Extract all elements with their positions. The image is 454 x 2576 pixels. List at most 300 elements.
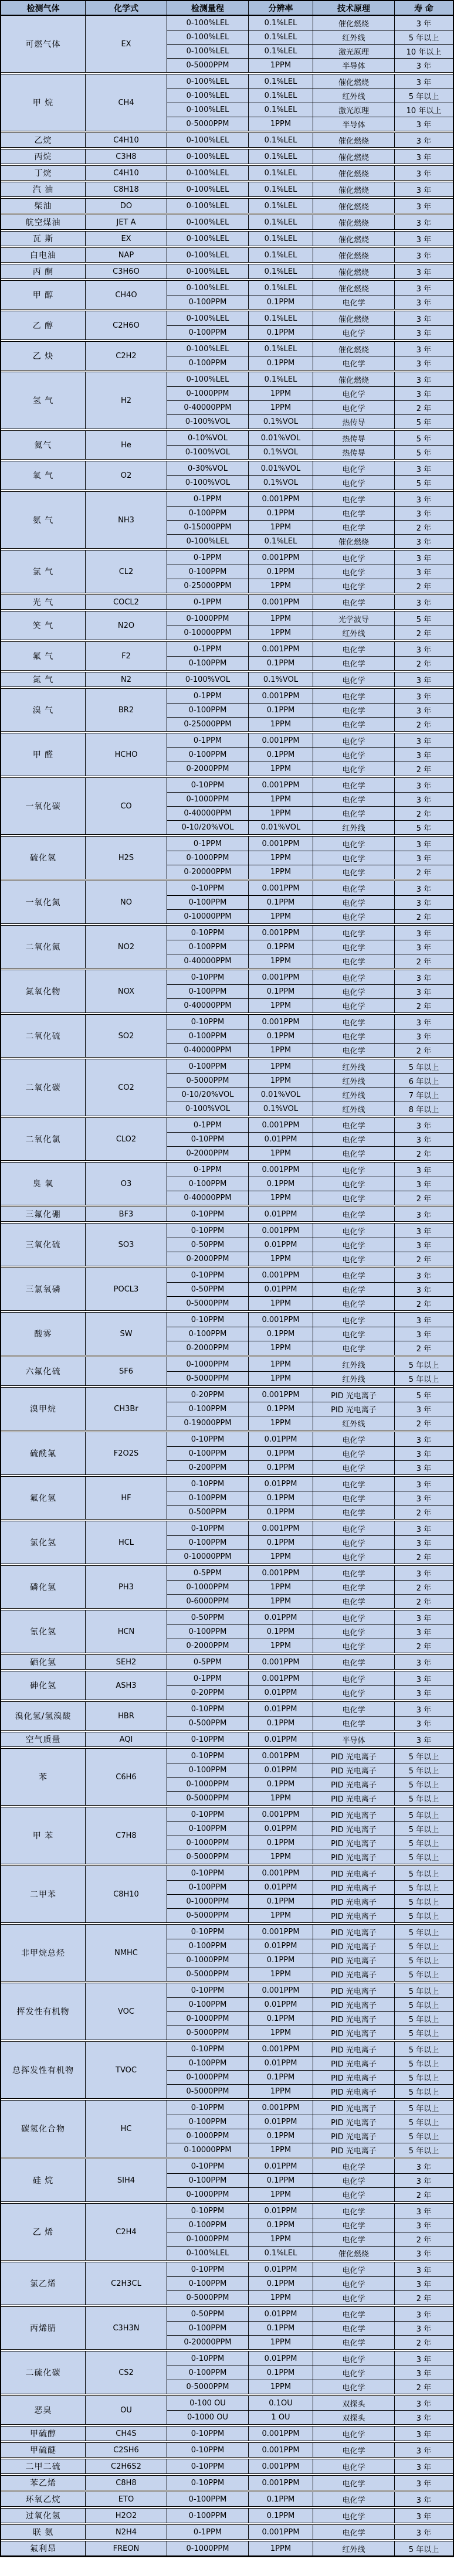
chemical-formula-cell: POCL3	[85, 1268, 167, 1310]
principle-cell: 电化学	[313, 881, 394, 895]
range-cell: 0-1000PPM	[167, 1580, 248, 1594]
range-cell: 0-100PPM	[167, 2321, 248, 2335]
gas-name-cell: 溴甲烷	[30, 1405, 56, 1414]
gas-name-cell: 溴化氢/氢溴酸	[15, 1712, 72, 1721]
gas-name-cell: 二氧化氯	[25, 1135, 61, 1144]
lifespan-cell: 2 年	[394, 626, 453, 640]
principle-cell: 电化学	[313, 1282, 394, 1296]
resolution-cell: 1PPM	[248, 2290, 313, 2305]
principle-cell: 电化学	[313, 940, 394, 954]
range-cell: 0-10PPM	[167, 2459, 248, 2473]
resolution-cell: 0.001PPM	[248, 2459, 313, 2473]
lifespan-cell: 5 年以上	[394, 2101, 453, 2115]
gas-group	[1, 1701, 453, 1731]
chemical-formula-cell: NO2	[85, 926, 167, 968]
lifespan-cell: 2 年	[394, 717, 453, 731]
range-cell: 0-100%LEL	[167, 44, 248, 58]
chemical-formula-cell: CS2	[85, 2351, 167, 2394]
gas-group	[1, 247, 453, 263]
chemical-formula-cell: NAP	[85, 248, 167, 262]
range-cell: 0-1000PPM	[167, 2011, 248, 2026]
range-cell: 0-1PPM	[167, 492, 248, 506]
principle-cell: 催化燃烧	[313, 342, 394, 356]
gas-name-cell: 氟 气	[32, 652, 54, 661]
range-cell: 0-100PPM	[167, 356, 248, 370]
resolution-cell: 0.001PPM	[248, 550, 313, 565]
principle-cell: 电化学	[313, 703, 394, 717]
gas-name-cell: 氟化氢	[30, 1494, 56, 1503]
lifespan-cell: 3 年	[394, 1402, 453, 1416]
range-cell: 0-100%LEL	[167, 342, 248, 356]
lifespan-cell: 5 年以上	[394, 1997, 453, 2011]
gas-name-cell: 砷化氢	[30, 1681, 56, 1691]
resolution-cell: 0.1PPM	[248, 1716, 313, 1730]
principle-cell: 电化学	[313, 2276, 394, 2290]
resolution-cell: 1PPM	[248, 1146, 313, 1160]
resolution-cell: 0.001PPM	[248, 1015, 313, 1029]
principle-cell: 电化学	[313, 1625, 394, 1639]
principle-cell: 红外线	[313, 1073, 394, 1088]
gas-name-cell: 六氟化硫	[25, 1367, 61, 1377]
principle-cell: 电化学	[313, 2492, 394, 2506]
range-cell: 0-10PPM	[167, 1983, 248, 1997]
range-cell: 0-100%VOL	[167, 414, 248, 429]
gas-group	[1, 1476, 453, 1520]
lifespan-cell: 3 年	[394, 2509, 453, 2523]
lifespan-cell: 3 年	[394, 1238, 453, 1252]
lifespan-cell: 3 年	[394, 534, 453, 548]
range-cell: 0-5000PPM	[167, 58, 248, 72]
resolution-cell: 1PPM	[248, 611, 313, 626]
principle-cell: 催化燃烧	[313, 133, 394, 147]
gas-group	[1, 1223, 453, 1266]
range-cell: 0-100PPM	[167, 1625, 248, 1639]
range-cell: 0-15000PPM	[167, 520, 248, 534]
lifespan-cell: 5 年以上	[394, 1763, 453, 1777]
principle-cell: 电化学	[313, 2476, 394, 2490]
lifespan-cell: 2 年	[394, 2335, 453, 2349]
principle-cell: 热传导	[313, 414, 394, 429]
lifespan-cell: 3 年	[394, 1685, 453, 1700]
chemical-formula-cell: C8H10	[85, 1866, 167, 1922]
principle-cell: 电化学	[313, 984, 394, 998]
gas-name-cell: 二氧化硫	[25, 1032, 61, 1041]
resolution-cell: 0.01PPM	[248, 1132, 313, 1146]
resolution-cell: 0.001PPM	[248, 2042, 313, 2056]
resolution-cell: 0.1PPM	[248, 1402, 313, 1416]
principle-cell: 电化学	[313, 2509, 394, 2523]
lifespan-cell: 5 年	[394, 611, 453, 626]
range-cell: 0-10PPM	[167, 2443, 248, 2457]
resolution-cell: 1PPM	[248, 2335, 313, 2349]
gas-group	[1, 2159, 453, 2202]
lifespan-cell: 5 年以上	[394, 1357, 453, 1371]
gas-group	[1, 1654, 453, 1670]
lifespan-cell: 3 年	[394, 295, 453, 309]
chemical-formula-cell: C2SH6	[85, 2443, 167, 2457]
principle-cell: 红外线	[313, 820, 394, 834]
range-cell: 0-100PPM	[167, 1997, 248, 2011]
lifespan-cell: 2 年	[394, 579, 453, 593]
resolution-cell: 0.1%LEL	[248, 30, 313, 44]
gas-name-cell: 氯 气	[32, 567, 54, 577]
principle-cell: 红外线	[313, 2541, 394, 2555]
resolution-cell: 0.1%LEL	[248, 2246, 313, 2260]
range-cell: 0-100%VOL	[167, 1102, 248, 1116]
principle-cell: 电化学	[313, 386, 394, 400]
principle-cell: 电化学	[313, 1477, 394, 1491]
gas-group	[1, 2100, 453, 2157]
lifespan-cell: 5 年	[394, 820, 453, 834]
resolution-cell: 0.001PPM	[248, 1655, 313, 1669]
resolution-cell: 0.001PPM	[248, 970, 313, 984]
range-cell: 0-100%LEL	[167, 264, 248, 278]
chemical-formula-cell: COCL2	[85, 595, 167, 609]
principle-cell: 电化学	[313, 689, 394, 703]
chemical-formula-cell: C7H8	[85, 1807, 167, 1864]
range-cell: 0-1000PPM	[167, 2541, 248, 2555]
resolution-cell: 0.1%LEL	[248, 103, 313, 117]
gas-group	[1, 2541, 453, 2556]
chemical-formula-cell: BR2	[85, 689, 167, 731]
lifespan-cell: 8 年以上	[394, 1102, 453, 1116]
lifespan-cell: 2 年	[394, 1505, 453, 1519]
range-cell: 0-5000PPM	[167, 2290, 248, 2305]
lifespan-cell: 2 年	[394, 1594, 453, 1608]
lifespan-cell: 5 年以上	[394, 1850, 453, 1864]
principle-cell: PID 光电离子	[313, 2026, 394, 2040]
gas-group	[1, 74, 453, 131]
lifespan-cell: 3 年	[394, 1702, 453, 1716]
resolution-cell: 1PPM	[248, 400, 313, 414]
principle-cell: 电化学	[313, 837, 394, 851]
gas-group	[1, 1732, 453, 1747]
gas-name-cell: 磷化氢	[30, 1583, 56, 1592]
principle-cell: 电化学	[313, 461, 394, 475]
lifespan-cell: 3 年	[394, 1268, 453, 1282]
resolution-cell: 0.01PPM	[248, 1207, 313, 1221]
gas-name-cell: 乙烷	[34, 136, 52, 145]
gas-group	[1, 132, 453, 148]
gas-group	[1, 1807, 453, 1864]
range-cell: 0-10PPM	[167, 1432, 248, 1446]
principle-cell: 电化学	[313, 400, 394, 414]
resolution-cell: 0.1OU	[248, 2396, 313, 2410]
range-cell: 0-10PPM	[167, 1313, 248, 1327]
gas-name-cell: 氮氧化物	[25, 987, 61, 997]
resolution-cell: 0.01PPM	[248, 2056, 313, 2070]
lifespan-cell: 5 年	[394, 1388, 453, 1402]
lifespan-cell: 3 年	[394, 2410, 453, 2424]
principle-cell: 催化燃烧	[313, 372, 394, 386]
resolution-cell: 0.01PPM	[248, 1997, 313, 2011]
lifespan-cell: 3 年	[394, 747, 453, 762]
resolution-cell: 0.1%LEL	[248, 89, 313, 103]
resolution-cell: 0.01PPM	[248, 2351, 313, 2366]
principle-cell: 电化学	[313, 2380, 394, 2394]
principle-cell: 电化学	[313, 595, 394, 609]
principle-cell: 电化学	[313, 1702, 394, 1716]
principle-cell: 红外线	[313, 1357, 394, 1371]
lifespan-cell: 3 年	[394, 565, 453, 579]
lifespan-cell: 5 年以上	[394, 1983, 453, 1997]
range-cell: 0-200PPM	[167, 1460, 248, 1474]
resolution-cell: 0.001PPM	[248, 2443, 313, 2457]
resolution-cell: 0.01PPM	[248, 2115, 313, 2129]
lifespan-cell: 3 年	[394, 1521, 453, 1535]
chemical-formula-cell: F2O2S	[85, 1432, 167, 1474]
chemical-formula-cell: HCL	[85, 1521, 167, 1564]
gas-name-cell: 硒化氢	[30, 1658, 56, 1667]
gas-group	[1, 311, 453, 340]
resolution-cell: 0.1PPM	[248, 656, 313, 670]
resolution-cell: 0.001PPM	[248, 492, 313, 506]
lifespan-cell: 3 年	[394, 492, 453, 506]
range-cell: 0-1000PPM	[167, 2129, 248, 2143]
chemical-formula-cell: CO	[85, 778, 167, 834]
resolution-cell: 1PPM	[248, 909, 313, 923]
resolution-cell: 0.1%VOL	[248, 672, 313, 687]
range-cell: 0-1PPM	[167, 2525, 248, 2539]
principle-cell: 红外线	[313, 30, 394, 44]
principle-cell: PID 光电离子	[313, 1967, 394, 1981]
gas-name-cell: 瓦 斯	[32, 235, 54, 244]
range-cell: 0-5000PPM	[167, 1296, 248, 1310]
resolution-cell: 1PPM	[248, 2143, 313, 2157]
principle-cell: PID 光电离子	[313, 1763, 394, 1777]
range-cell: 0-10/20%VOL	[167, 1088, 248, 1102]
gas-name-cell: 丙烯腈	[30, 2324, 56, 2333]
principle-cell: PID 光电离子	[313, 1807, 394, 1821]
principle-cell: 催化燃烧	[313, 16, 394, 30]
lifespan-cell: 3 年	[394, 1535, 453, 1549]
principle-cell: 电化学	[313, 1580, 394, 1594]
lifespan-cell: 2 年	[394, 2380, 453, 2394]
chemical-formula-cell: F2	[85, 642, 167, 670]
principle-cell: 红外线	[313, 1059, 394, 1073]
chemical-formula-cell: PH3	[85, 1566, 167, 1608]
lifespan-cell: 3 年	[394, 248, 453, 262]
lifespan-cell: 5 年以上	[394, 2026, 453, 2040]
resolution-cell: 1PPM	[248, 1594, 313, 1608]
range-cell: 0-10%VOL	[167, 431, 248, 445]
principle-cell: 电化学	[313, 475, 394, 490]
lifespan-cell: 3 年	[394, 1313, 453, 1327]
principle-cell: 电化学	[313, 895, 394, 909]
principle-cell: 电化学	[313, 1327, 394, 1341]
gas-name-cell: 氢 气	[32, 396, 54, 406]
chemical-formula-cell: C2H6S2	[85, 2459, 167, 2473]
range-cell: 0-2000PPM	[167, 1341, 248, 1355]
resolution-cell: 0.001PPM	[248, 837, 313, 851]
principle-cell: 电化学	[313, 1505, 394, 1519]
gas-name-cell: 甲 醇	[32, 291, 54, 300]
principle-cell: 催化燃烧	[313, 149, 394, 164]
lifespan-cell: 3 年	[394, 1671, 453, 1685]
lifespan-cell: 3 年	[394, 689, 453, 703]
gas-group	[1, 881, 453, 924]
gas-group	[1, 733, 453, 776]
resolution-cell: 0.001PPM	[248, 1983, 313, 1997]
gas-group	[1, 1865, 453, 1923]
resolution-cell: 0.001PPM	[248, 1313, 313, 1327]
chemical-formula-cell: HCHO	[85, 733, 167, 776]
resolution-cell: 1PPM	[248, 1549, 313, 1564]
principle-cell: PID 光电离子	[313, 1894, 394, 1908]
principle-cell: PID 光电离子	[313, 1821, 394, 1836]
lifespan-cell: 5 年以上	[394, 30, 453, 44]
resolution-cell: 0.1%VOL	[248, 475, 313, 490]
range-cell: 0-40000PPM	[167, 1043, 248, 1057]
lifespan-cell: 5 年	[394, 414, 453, 429]
lifespan-cell: 3 年	[394, 1716, 453, 1730]
resolution-cell: 0.1%LEL	[248, 74, 313, 89]
gas-name-cell: 光 气	[32, 598, 54, 607]
lifespan-cell: 3 年	[394, 1132, 453, 1146]
chemical-formula-cell: CLO2	[85, 1118, 167, 1160]
resolution-cell: 0.1PPM	[248, 1953, 313, 1967]
gas-name-cell: 空气质量	[25, 1735, 61, 1745]
gas-name-cell: 环氧乙烷	[25, 2495, 61, 2504]
principle-cell: 电化学	[313, 1639, 394, 1653]
gas-name-cell: 臭 氧	[32, 1180, 54, 1189]
gas-name-cell: 联 氨	[32, 2528, 54, 2537]
range-cell: 0-100PPM	[167, 2276, 248, 2290]
gas-name-cell: 可燃气体	[25, 40, 61, 49]
range-cell: 0-100PPM	[167, 1327, 248, 1341]
resolution-cell: 0.001PPM	[248, 778, 313, 792]
range-cell: 0-1PPM	[167, 837, 248, 851]
gas-group	[1, 182, 453, 197]
principle-cell: 催化燃烧	[313, 199, 394, 213]
range-cell: 0-2000PPM	[167, 1146, 248, 1160]
lifespan-cell: 3 年	[394, 1610, 453, 1625]
principle-cell: 电化学	[313, 1685, 394, 1700]
resolution-cell: 0.1PPM	[248, 2492, 313, 2506]
resolution-cell: 1PPM	[248, 2187, 313, 2201]
principle-cell: 电化学	[313, 2204, 394, 2218]
gas-group	[1, 1521, 453, 1564]
lifespan-cell: 2 年	[394, 1296, 453, 1310]
gas-group	[1, 15, 453, 73]
principle-cell: PID 光电离子	[313, 1880, 394, 1894]
range-cell: 0-1PPM	[167, 689, 248, 703]
resolution-cell: 0.1%LEL	[248, 264, 313, 278]
lifespan-cell: 2 年	[394, 1549, 453, 1564]
lifespan-cell: 2 年	[394, 909, 453, 923]
lifespan-cell: 3 年	[394, 792, 453, 806]
gas-name-cell: 甲 烷	[32, 98, 54, 108]
resolution-cell: 1PPM	[248, 386, 313, 400]
chemical-formula-cell: EX	[85, 16, 167, 72]
chemical-formula-cell: CH3Br	[85, 1388, 167, 1430]
lifespan-cell: 5 年以上	[394, 2011, 453, 2026]
column-header-formula: 化学式	[85, 1, 167, 15]
range-cell: 0-100%LEL	[167, 232, 248, 246]
lifespan-cell: 2 年	[394, 762, 453, 776]
resolution-cell: 1 OU	[248, 2410, 313, 2424]
lifespan-cell: 5 年以上	[394, 1866, 453, 1880]
principle-cell: 激光原理	[313, 103, 394, 117]
lifespan-cell: 6 年以上	[394, 1073, 453, 1088]
lifespan-cell: 2 年	[394, 2187, 453, 2201]
range-cell: 0-100PPM	[167, 747, 248, 762]
range-cell: 0-50PPM	[167, 2307, 248, 2321]
resolution-cell: 1PPM	[248, 2026, 313, 2040]
principle-cell: PID 光电离子	[313, 2143, 394, 2157]
resolution-cell: 1PPM	[248, 1252, 313, 1266]
resolution-cell: 0.001PPM	[248, 2427, 313, 2441]
lifespan-cell: 3 年	[394, 595, 453, 609]
chemical-formula-cell: N2H4	[85, 2525, 167, 2539]
gas-group	[1, 165, 453, 181]
principle-cell: 电化学	[313, 506, 394, 520]
range-cell: 0-100PPM	[167, 2366, 248, 2380]
lifespan-cell: 2 年	[394, 1043, 453, 1057]
resolution-cell: 0.001PPM	[248, 689, 313, 703]
principle-cell: 电化学	[313, 1671, 394, 1685]
resolution-cell: 0.01PPM	[248, 1702, 313, 1716]
range-cell: 0-100%LEL	[167, 311, 248, 325]
gas-name-cell: 甲硫醇	[30, 2429, 56, 2439]
chemical-formula-cell: CH4	[85, 74, 167, 131]
principle-cell: PID 光电离子	[313, 1939, 394, 1953]
lifespan-cell: 3 年	[394, 895, 453, 909]
principle-cell: 催化燃烧	[313, 2246, 394, 2260]
principle-cell: 电化学	[313, 492, 394, 506]
lifespan-cell: 3 年	[394, 1163, 453, 1177]
principle-cell: PID 光电离子	[313, 1749, 394, 1763]
resolution-cell: 0.01PPM	[248, 1880, 313, 1894]
lifespan-cell: 3 年	[394, 1491, 453, 1505]
range-cell: 0-10PPM	[167, 2204, 248, 2218]
principle-cell: 电化学	[313, 2173, 394, 2187]
range-cell: 0-5000PPM	[167, 2026, 248, 2040]
lifespan-cell: 3 年	[394, 2321, 453, 2335]
lifespan-cell: 5 年以上	[394, 1953, 453, 1967]
gas-name-cell: 白电油	[30, 251, 56, 260]
resolution-cell: 1PPM	[248, 1371, 313, 1385]
lifespan-cell: 5 年以上	[394, 1908, 453, 1922]
principle-cell: 催化燃烧	[313, 248, 394, 262]
gas-name-cell: 三氧化硫	[25, 1241, 61, 1250]
lifespan-cell: 3 年	[394, 372, 453, 386]
range-cell: 0-40000PPM	[167, 998, 248, 1012]
principle-cell: 电化学	[313, 1207, 394, 1221]
principle-cell: 电化学	[313, 1118, 394, 1132]
resolution-cell: 0.01PPM	[248, 1238, 313, 1252]
principle-cell: 电化学	[313, 1460, 394, 1474]
lifespan-cell: 3 年	[394, 2307, 453, 2321]
lifespan-cell: 3 年	[394, 703, 453, 717]
range-cell: 0-100%VOL	[167, 445, 248, 459]
principle-cell: 电化学	[313, 2351, 394, 2366]
chemical-formula-cell: C3H3N	[85, 2307, 167, 2349]
lifespan-cell: 3 年	[394, 2525, 453, 2539]
resolution-cell: 0.1PPM	[248, 747, 313, 762]
gas-group	[1, 1671, 453, 1700]
principle-cell: 电化学	[313, 2525, 394, 2539]
principle-cell: 电化学	[313, 656, 394, 670]
principle-cell: 电化学	[313, 2218, 394, 2232]
gas-group	[1, 1983, 453, 2040]
range-cell: 0-1PPM	[167, 642, 248, 656]
gas-group	[1, 970, 453, 1013]
lifespan-cell: 3 年	[394, 2246, 453, 2260]
lifespan-cell: 3 年	[394, 2159, 453, 2173]
chemical-formula-cell: N2O	[85, 611, 167, 640]
chemical-formula-cell: ETO	[85, 2492, 167, 2506]
